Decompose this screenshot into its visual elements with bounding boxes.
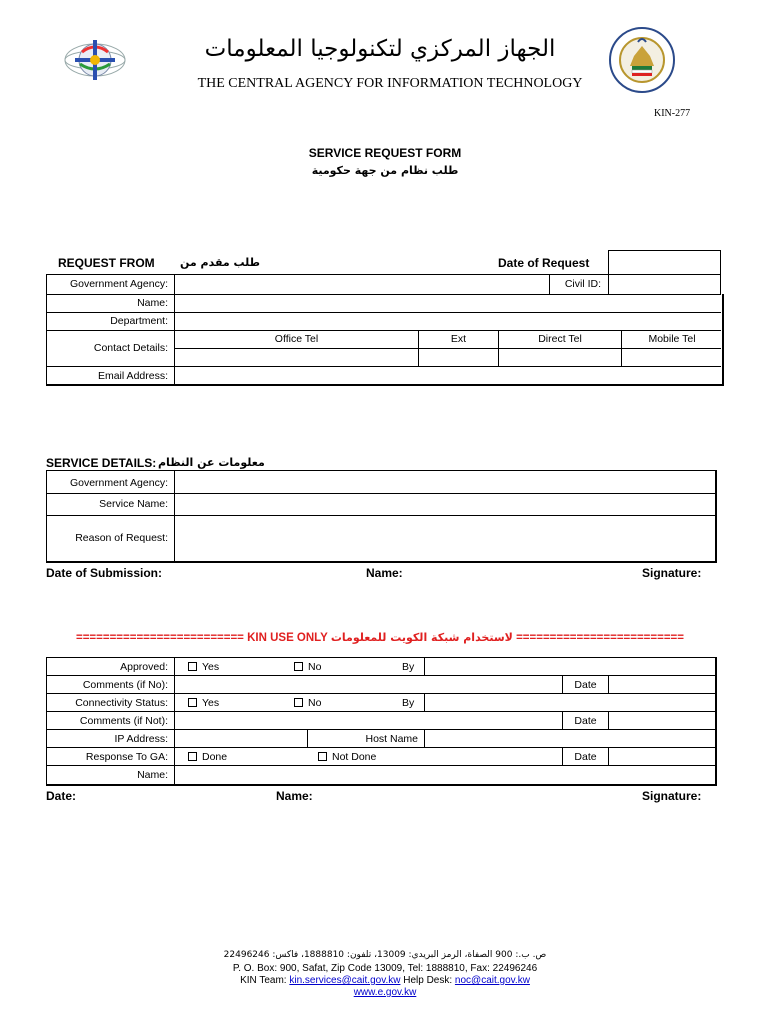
form-title-arabic: طلب نظام من جهة حكومية xyxy=(311,164,459,177)
request-from-heading: REQUEST FROM xyxy=(58,256,155,270)
comments-no-date-label: Date xyxy=(574,679,597,691)
comments-not-date-label: Date xyxy=(574,715,597,727)
civil-id-label: Civil ID: xyxy=(564,278,601,290)
response-done-option[interactable] xyxy=(188,751,227,763)
org-name-arabic: الجهاز المركزي لتكنولوجيا المعلومات xyxy=(204,36,556,62)
comments-no-field[interactable] xyxy=(176,677,561,692)
kin-banner-arabic: لاستخدام شبكة الكويت للمعلومات xyxy=(330,631,513,644)
footer-address-arabic: ص. ب.: 900 الصفاة، الرمز البريدي: 13009، تلفون: 1888810، فاكس: 22496246 xyxy=(223,950,547,960)
direct-tel-header: Direct Tel xyxy=(538,333,582,345)
form-code: KIN-277 xyxy=(654,108,691,119)
approved-no-checkbox[interactable] xyxy=(294,662,303,671)
department-field[interactable] xyxy=(176,314,721,329)
department-label: Department: xyxy=(110,315,168,327)
approved-yes-checkbox[interactable] xyxy=(188,662,197,671)
response-date-label: Date xyxy=(574,751,597,763)
response-not-done-label: Not Done xyxy=(332,751,377,763)
name-field[interactable] xyxy=(176,296,721,311)
footer-address: P. O. Box: 900, Safat, Zip Code 13009, Tel: 1888810, Fax: 22496246 xyxy=(232,963,538,974)
connectivity-by-field[interactable] xyxy=(426,695,714,710)
kin-footer-name-label: Name: xyxy=(276,789,313,803)
footer-contacts xyxy=(150,975,620,986)
civil-id-field[interactable] xyxy=(610,276,720,293)
submitter-signature-label: Signature: xyxy=(642,566,702,580)
connectivity-yes-checkbox[interactable] xyxy=(188,698,197,707)
connectivity-yes-option[interactable] xyxy=(188,697,219,709)
request-from-heading-arabic: طلب مقدم من xyxy=(180,256,261,269)
response-date-field[interactable] xyxy=(610,749,714,764)
name-label: Name: xyxy=(137,297,168,309)
service-gov-agency-field[interactable] xyxy=(176,472,714,492)
office-tel-field[interactable] xyxy=(176,350,417,365)
approved-yes-option[interactable] xyxy=(188,661,219,673)
help-desk-label: Help Desk: xyxy=(403,975,453,986)
comments-not-label: Comments (if Not): xyxy=(79,715,168,727)
service-details-heading-arabic: معلومات عن النظام xyxy=(158,456,265,469)
comments-no-label: Comments (if No): xyxy=(82,679,168,691)
response-done-label: Done xyxy=(202,751,228,763)
approved-no-label: No xyxy=(308,661,322,673)
kin-signature-label: Signature: xyxy=(642,789,702,803)
direct-tel-field[interactable] xyxy=(500,350,620,365)
approved-label: Approved: xyxy=(120,661,168,673)
comments-not-field[interactable] xyxy=(176,713,561,728)
service-details-heading: SERVICE DETAILS: xyxy=(46,456,157,470)
gov-agency-label: Government Agency: xyxy=(69,278,168,290)
connectivity-no-checkbox[interactable] xyxy=(294,698,303,707)
date-of-request-label: Date of Request xyxy=(498,256,590,270)
kin-date-label: Date: xyxy=(46,789,77,803)
reason-label: Reason of Request: xyxy=(75,532,168,544)
approved-by-label: By xyxy=(402,661,415,673)
org-name-english: THE CENTRAL AGENCY FOR INFORMATION TECHNOLOGY xyxy=(197,76,583,91)
connectivity-by-label: By xyxy=(402,697,415,709)
service-gov-agency-label: Government Agency: xyxy=(69,477,168,489)
gov-agency-field[interactable] xyxy=(176,276,548,293)
comments-not-date-field[interactable] xyxy=(610,713,714,728)
mobile-tel-header: Mobile Tel xyxy=(648,333,696,345)
connectivity-label: Connectivity Status: xyxy=(75,697,168,709)
kin-banner-left: ========================= KIN USE ONLY xyxy=(76,632,328,644)
submitter-name-label: Name: xyxy=(366,566,403,580)
contact-details-label: Contact Details: xyxy=(93,342,168,354)
ip-address-field[interactable] xyxy=(176,731,306,746)
cait-globe-logo xyxy=(60,34,130,86)
host-name-label: Host Name xyxy=(365,733,418,745)
email-field[interactable] xyxy=(176,368,721,383)
date-of-request-field[interactable] xyxy=(610,252,719,273)
kuwait-emblem-logo xyxy=(608,26,676,94)
connectivity-no-label: No xyxy=(308,697,322,709)
comments-no-date-field[interactable] xyxy=(610,677,714,692)
mobile-tel-field[interactable] xyxy=(623,350,721,365)
kin-team-email-link[interactable]: kin.services@cait.gov.kw xyxy=(289,975,401,986)
help-desk-email-link[interactable]: noc@cait.gov.kw xyxy=(454,975,530,986)
connectivity-yes-label: Yes xyxy=(202,697,220,709)
response-to-ga-label: Response To GA: xyxy=(85,751,168,763)
host-name-field[interactable] xyxy=(426,731,714,746)
response-done-checkbox[interactable] xyxy=(188,752,197,761)
response-not-done-checkbox[interactable] xyxy=(318,752,327,761)
email-label: Email Address: xyxy=(97,370,168,382)
kin-name-label: Name: xyxy=(137,769,168,781)
kin-use-only-banner xyxy=(46,631,714,644)
footer-website xyxy=(150,987,620,998)
ip-address-label: IP Address: xyxy=(114,733,168,745)
website-link[interactable]: www.e.gov.kw xyxy=(353,987,417,998)
kin-banner-right: ========================= xyxy=(516,632,684,644)
kin-name-field[interactable] xyxy=(176,767,714,783)
form-title: SERVICE REQUEST FORM xyxy=(308,146,462,160)
ext-header: Ext xyxy=(450,333,467,345)
service-name-field[interactable] xyxy=(176,495,714,514)
ext-field[interactable] xyxy=(420,350,497,365)
office-tel-header: Office Tel xyxy=(274,333,319,345)
service-name-label: Service Name: xyxy=(99,498,168,510)
connectivity-no-option[interactable] xyxy=(294,697,321,709)
date-of-submission-label: Date of Submission: xyxy=(46,566,163,580)
reason-field[interactable] xyxy=(176,517,714,560)
approved-yes-label: Yes xyxy=(202,661,220,673)
response-not-done-option[interactable] xyxy=(318,751,376,763)
approved-by-field[interactable] xyxy=(426,659,714,674)
approved-no-option[interactable] xyxy=(294,661,321,673)
kin-team-label: KIN Team: xyxy=(240,975,287,986)
